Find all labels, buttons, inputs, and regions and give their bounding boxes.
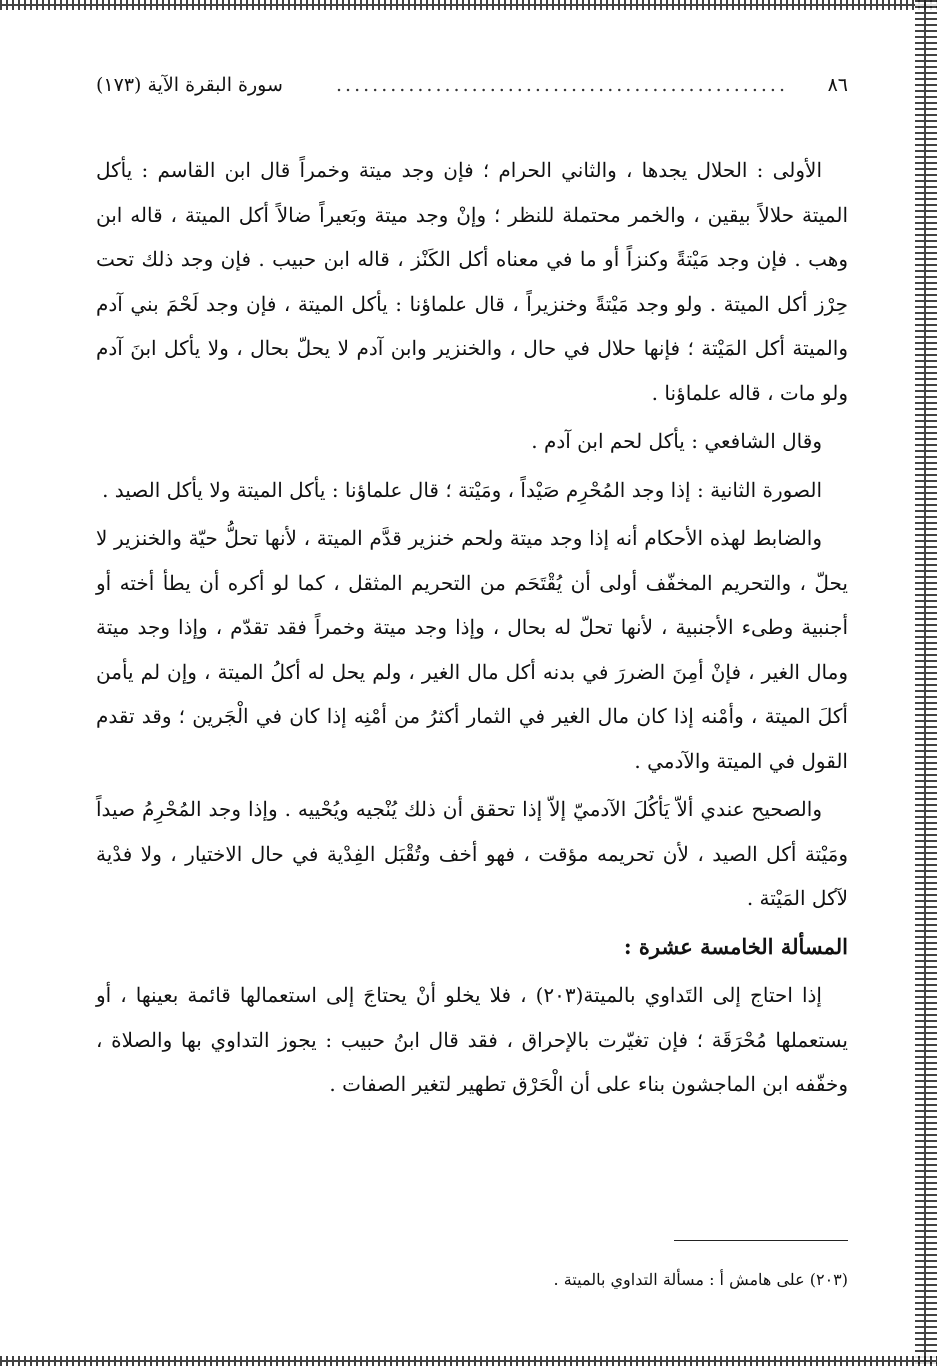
running-title: سورة البقرة الآية (١٧٣)	[96, 74, 283, 96]
footnote: (٢٠٣) على هامش أ : مسألة التداوي بالميتة .	[553, 1270, 848, 1289]
paragraph-3: الصورة الثانية : إذا وجد المُحْرِم صَيْداً ، ومَيْتة ؛ قال علماؤنا : يأكل الميتة ولا يأكل الصيد .	[102, 477, 822, 502]
decorative-border-bottom	[0, 1356, 937, 1366]
decorative-border-right	[915, 0, 937, 1366]
footnote-divider	[674, 1240, 848, 1241]
page-header	[96, 70, 848, 100]
page-number: ٨٦	[827, 74, 848, 96]
paragraph-6: إذا احتاج إلى التَداوي بالميتة(٢٠٣) ، فلا يخلو أنْ يحتاجَ إلى استعمالها قائمة بعينها ، أو يستعملها مُحْرَقَة ؛ فإن تغيّرت بالإحراق ، فقد قال ابنُ حبيب : يجوز التداوي بها والصلاة ، وخفّفه ابن الماجشون بناء على أن الْحَرْق تطهير لتغير الصفات .	[96, 983, 848, 1096]
paragraph-1: الأولى : الحلال يجدها ، والثاني الحرام ؛ فإن وجد ميتة وخمراً قال ابن القاسم : يأكل الميتة حلالاً بيقين ، والخمر محتملة للنظر ؛ وإنْ وجد ميتة وبَعيراً ضالاً أكل الميتة ، قاله ابن وهب . فإن وجد مَيْتةً وكنزاً أو ما في معناه أكل الكَنْز ، قاله ابن حبيب . فإن وجد ذلك تحت حِرْز أكل الميتة . ولو وجد مَيْتةً وخنزيراً ، قال علماؤنا : يأكل الميتة ، فإن وجد لَحْمَ بني آدم والميتة أكل المَيْتة ؛ فإنها حلال في حال ، والخنزير وابن آدم لا يحلّ بحال ، ولا يأكل ابنَ آدم ولو مات ، قاله علماؤنا .	[96, 158, 849, 405]
paragraph-2: وقال الشافعي : يأكل لحم ابن آدم .	[531, 429, 822, 453]
paragraph-5: والصحيح عندي ألاّ يَأكُلَ الآدميّ إلاّ إذا تحقق أن ذلك يُنْجيه ويُحْييه . وإذا وجد المُحْرِمُ صيداً ومَيْتة أكل الصيد ، لأن تحريمه مؤقت ، فهو أخف وتُقْبَل الفِدْية في حال الاختيار ، ولا فدْية لآكل المَيْتة .	[96, 797, 848, 910]
main-text	[96, 148, 848, 1111]
header-leader-dots: ..................................................	[336, 74, 788, 96]
section-heading: المسألة الخامسة عشرة :	[623, 933, 848, 959]
decorative-border-top	[0, 0, 937, 10]
paragraph-4: والضابط لهذه الأحكام أنه إذا وجد ميتة ولحم خنزير قدَّم الميتة ، لأنها تحلُّ حيّة والخنزير لا يحلّ ، والتحريم المخفّف أولى أن يُقْتَحَم من التحريم المثقل ، كما لو أكره أن يطأ أخته أو أجنبية وطىء الأجنبية ، لأنها تحلّ له بحال ، وإذا وجد ميتة وخمراً فقد تقدّم ، وإذا وجد ميتة ومال الغير ، فإنْ أمِنَ الضررَ في بدنه أكل مال الغير ، ولم يحل له أكلُ الميتة ، وإن لم يأمن أكلَ الميتة ، وأمْنه إذا كان مال الغير في الثمار أكثرُ من أمْنِه إذا كان في الْجَرين ؛ وقد تقدم القول في الميتة والآدمي .	[96, 526, 849, 773]
